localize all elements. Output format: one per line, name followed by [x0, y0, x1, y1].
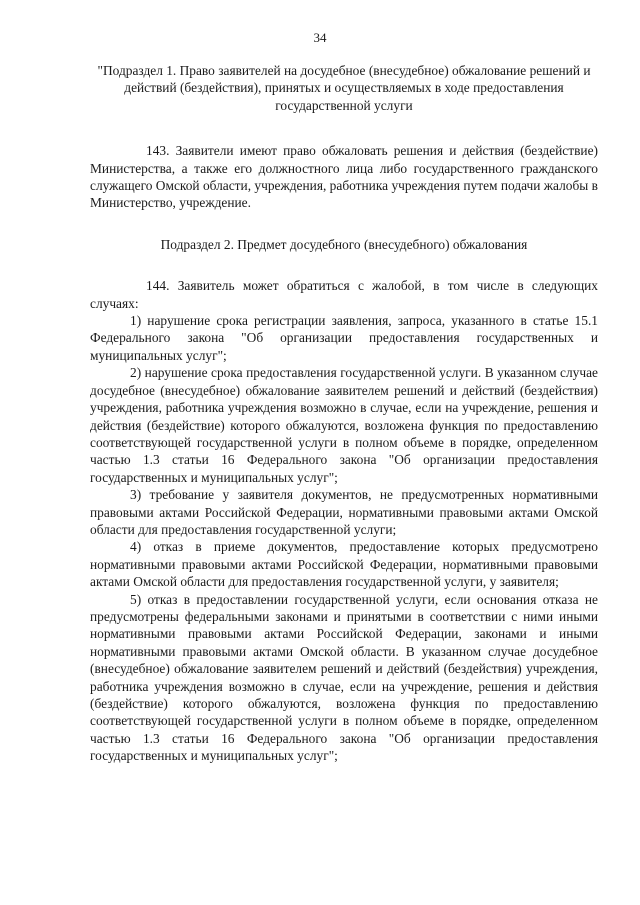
- subsection-1-title: "Подраздел 1. Право заявителей на досудебное (внесудебное) обжалование решений и действий (бездействия), принятых и осуществляемых в ходе предоставления государственной услуги: [97, 63, 591, 113]
- paragraph-144: 144. Заявитель может обратиться с жалобой, в том числе в следующих случаях:: [90, 278, 598, 311]
- list-item: 3) требование у заявителя документов, не предусмотренных нормативными правовыми актами Российской Федерации, нормативными правовыми актами Омской области для предоставления государственной услуги;: [90, 487, 598, 537]
- list-item: 1) нарушение срока регистрации заявления, запроса, указанного в статье 15.1 Федерального закона "Об организации предоставления государственных и муниципальных услуг";: [90, 313, 598, 363]
- document-body: [90, 62, 598, 765]
- subsection-2-title: Подраздел 2. Предмет досудебного (внесудебного) обжалования: [160, 236, 528, 252]
- list-item: 4) отказ в приеме документов, предоставление которых предусмотрено нормативными правовыми актами Российской Федерации, нормативными правовыми актами Омской области для предоставления государственной услуги, у заявителя;: [90, 539, 598, 590]
- paragraph-143: 143. Заявители имеют право обжаловать решения и действия (бездействие) Министерства, а также его должностного лица либо государственного гражданского служащего Омской области, учреждения, работника учреждения путем подачи жалобы в Министерство, учреждение.: [90, 143, 598, 211]
- list-item: 2) нарушение срока предоставления государственной услуги. В указанном случае досудебное (внесудебное) обжалование заявителем решений и действий (бездействия) учреждения, работника учреждения возможно в случае, если на учреждение, решения и действия (бездействие) которого обжалуются, возложена функция по предоставлению соответствующей государственной услуги в полном объеме в порядке, определенном частью 1.3 статьи 16 Федерального закона "Об организации предоставления государственных и муниципальных услуг";: [90, 365, 598, 485]
- list-item: 5) отказ в предоставлении государственной услуги, если основания отказа не предусмотрены федеральными законами и принятыми в соответствии с ними иными нормативными правовыми актами Российской Федерации, законами и иными нормативными правовыми актами Омской области. В указанном случае досудебное (внесудебное) обжалование заявителем решений и действий (бездействия) учреждения, работника учреждения возможно в случае, если на учреждение, решения и действия (бездействие) которого обжалуются, возложена функция по предоставлению соответствующей государственной услуги в полном объеме в порядке, определенном частью 1.3 статьи 16 Федерального закона "Об организации предоставления государственных и муниципальных услуг";: [90, 591, 598, 764]
- page-number: 34: [313, 30, 327, 45]
